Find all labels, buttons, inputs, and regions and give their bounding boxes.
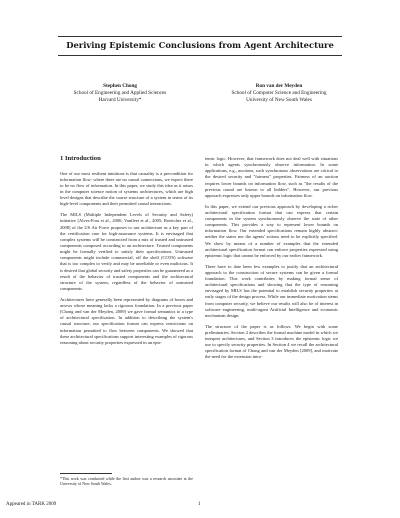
body-paragraph: The structure of the paper is as follows. We begin with some preliminaries. Section 2 describes the formal machine model in which we interpret architectures, and Section 3 introduces the epistemic logic we use to specify security properties. In Section 4 we recall the architectural specification format of Chong and van der Meyden [2009], and motivate the need for the extension intro- (205, 323, 338, 360)
author-affiliation: School of Engineering and Applied Sciences (73, 90, 167, 97)
footnote: *This work was conducted while the first author was a research associate at the University of New South Wales. (60, 476, 193, 487)
left-column (60, 156, 193, 351)
author-name: Stephen Chong (103, 83, 137, 89)
body-paragraph: Architectures have generally been represented by diagrams of boxes and arrows whose meaning lacks a rigorous foundation. In a previous paper [Chong and van der Meyden, 2009] we gave formal semantics to a type of architectural specification. In addition to describing the system's causal structure, our specification format can express restrictions on information permitted to flow between components. We showed that these architectural specifications support interesting examples of rigorous reasoning about security properties expressed in an epis- (60, 296, 193, 345)
section-heading: 1 Introduction (60, 155, 101, 162)
right-column (205, 156, 338, 365)
author-affiliation: Harvard University* (98, 97, 142, 104)
body-paragraph: The MILS (Multiple Independent Levels of Security and Safety) initiative [Alves-Foss et al., 2006; Vanfleet et al., 2005; Boettcher et al., 2008] of the US Air Force proposes to use architecture as a key part of the certification case for high-assurance systems. It is envisaged that complex systems will be constructed from a mix of trusted and untrusted components composed according to an architecture. Trusted components might be formally verified to satisfy their specifications. Untrusted components might include commercial, off the shelf (COTS) software that is too complex to verify and may be unreliable or even malicious. It is desired that global security and safety properties can be guaranteed as a result of the behavior of trusted components and the architectural structure of the system, regardless of the behavior of untrusted components. (60, 212, 193, 292)
page-number: 1 (198, 502, 201, 507)
author-affiliation: School of Computer Science and Engineering (231, 90, 327, 97)
body-paragraph: There have to date been few examples to justify that an architectural approach to the construction of secure systems can be given a formal foundation. This work contributes by making formal sense of architectural specifications and showing that the type of reasoning envisaged by MILS has the potential to establish security properties at early stages of the design process. While our immediate motivation stems from computer security, we believe our results will also be of interest in software engineering, multi-agent Artificial Intelligence and economic mechanism design. (205, 263, 338, 318)
paper-title: Deriving Epistemic Conclusions from Agent Architecture (66, 40, 334, 50)
body-paragraph: temic logic. However, that framework does not deal well with situations in which agents synchronously observe information. In some applications, e.g., auctions, such synchronous observations are critical to the desired security and "fairness" properties. Fairness of an auction requires lower bounds on information flow, such as "the results of the previous round are known to all bidders". However, our previous approach expresses only upper bounds on information flow. (205, 156, 338, 198)
author-name: Ron van der Meyden (255, 83, 303, 89)
title-rule-bottom (58, 55, 342, 56)
author-affiliation: University of New South Wales (246, 97, 312, 104)
body-paragraph: In this paper, we extend our previous approach by developing a richer architectural specification format that can express that certain components in the system synchronously observe the state of other components. This provides a way to represent lower bounds on information flow. Our extended specifications remain highly abstract: neither the states nor the agents' actions need to be explicitly specified. We show by means of a number of examples that the extended architectural specification format can enforce properties expressed using epistemic logic that cannot be enforced by our earlier framework. (205, 203, 338, 258)
title-rule-top (58, 36, 342, 37)
body-paragraph: One of our most resilient intuitions is that causality is a precondition for information flow: where there are no causal connections, we expect there to be no flow of information. In this paper, we study this idea as it arises in the computer science notion of systems architectures, which are high level designs that describe the coarse structure of a system in terms of its high-level components and their permitted causal interactions. (60, 170, 193, 207)
footnote-rule (60, 473, 112, 474)
footer-venue: Appeared in TARK 2009 (6, 502, 57, 507)
author-block-1 (45, 83, 195, 105)
author-block-2 (204, 83, 354, 105)
